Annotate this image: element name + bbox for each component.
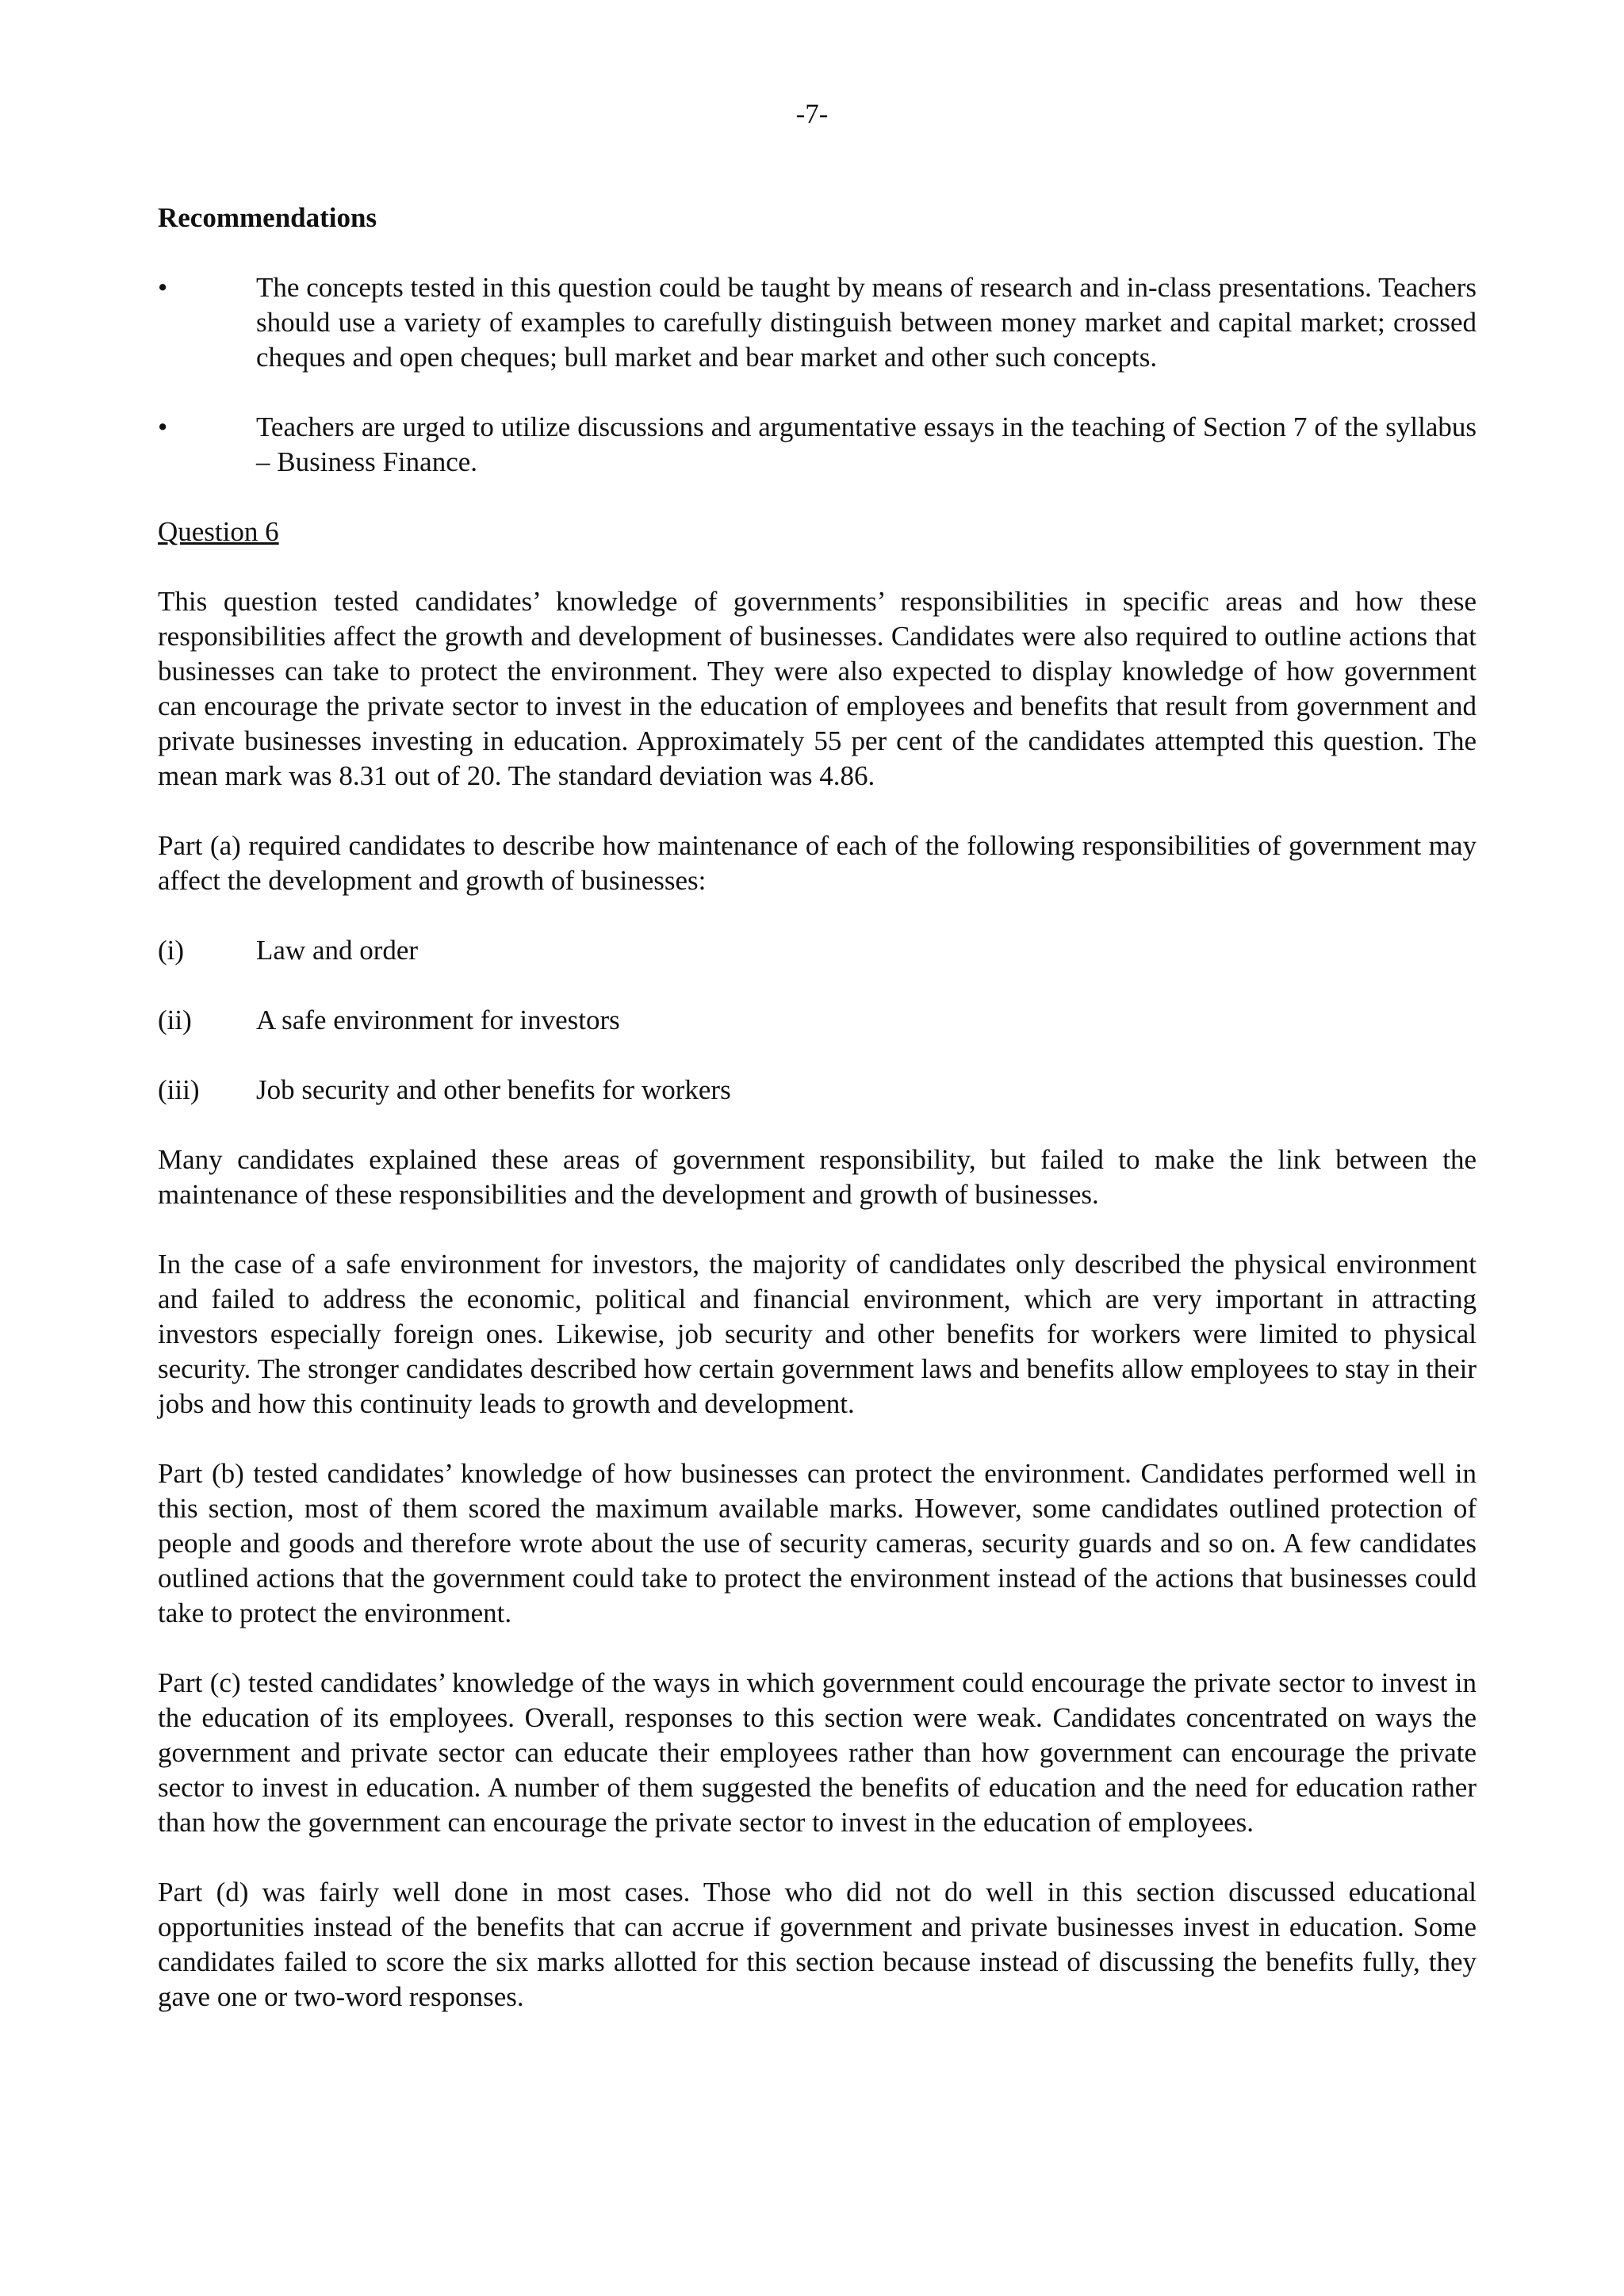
list-item-text: A safe environment for investors [256, 1004, 620, 1035]
part-a-list-item [158, 1003, 1477, 1038]
bullet-icon: • [158, 272, 168, 303]
recommendation-text: Teachers are urged to utilize discussions and argumentative essays in the teaching of Section 7 of the syllabus – Business Finance. [256, 411, 1477, 477]
part-b-paragraph: Part (b) tested candidates’ knowledge of how businesses can protect the environment. Candidates performed well in this section, most of them scored the maximum available marks. However, some candidates outlined protection of people and goods and therefore wrote about the use of security cameras, security guards and so on. A few candidates outlined actions that the government could take to protect the environment instead of the actions that businesses could take to protect the environment. [158, 1458, 1477, 1628]
part-c-paragraph: Part (c) tested candidates’ knowledge of the ways in which government could encourage the private sector to invest in the education of its employees. Overall, responses to this section were weak. Candidates concentrated on ways the government and private sector can educate their employees rather than how government can encourage the private sector to invest in education. A number of them suggested the benefits of education and the need for education rather than how the government can encourage the private sector to invest in the education of employees. [158, 1667, 1477, 1838]
part-a-list-item [158, 1073, 1477, 1108]
recommendation-item [158, 410, 1477, 480]
question-intro-paragraph: This question tested candidates’ knowledge of governments’ responsibilities in specific areas and how these responsibilities affect the growth and development of businesses. Candidates were also required to outline actions that businesses can take to protect the environment. They were also expected to display knowledge of how government can encourage the private sector to invest in the education of employees and benefits that result from government and private businesses investing in education. Approximately 55 per cent of the candidates attempted this question. The mean mark was 8.31 out of 20. The standard deviation was 4.86. [158, 586, 1477, 791]
part-a-comment-paragraph: In the case of a safe environment for investors, the majority of candidates only described the physical environment and failed to address the economic, political and financial environment, which are very important in attracting investors especially foreign ones. Likewise, job security and other benefits for workers were limited to physical security. The stronger candidates described how certain government laws and benefits allow employees to stay in their jobs and how this continuity leads to growth and development. [158, 1249, 1477, 1419]
part-a-intro-paragraph: Part (a) required candidates to describe how maintenance of each of the following responsibilities of government may affect the development and growth of businesses: [158, 830, 1477, 896]
document-body [158, 201, 1477, 2049]
list-marker: (i) [158, 935, 185, 966]
part-a-comment-paragraph: Many candidates explained these areas of government responsibility, but failed to make the link between the maintenance of these responsibilities and the development and growth of businesses. [158, 1144, 1477, 1210]
list-item-text: Law and order [256, 935, 419, 966]
recommendations-heading: Recommendations [158, 202, 377, 233]
question-heading: Question 6 [158, 516, 279, 547]
part-a-list-item [158, 933, 1477, 968]
list-item-text: Job security and other benefits for workers [256, 1074, 731, 1105]
list-marker: (iii) [158, 1074, 200, 1105]
page-number: -7- [795, 98, 829, 129]
list-marker: (ii) [158, 1004, 192, 1035]
recommendation-item [158, 270, 1477, 375]
bullet-icon: • [158, 411, 168, 442]
recommendation-text: The concepts tested in this question could be taught by means of research and in-class presentations. Teachers should use a variety of examples to carefully distinguish between money market and capital market; crossed cheques and open cheques; bull market and bear market and other such concepts. [256, 272, 1477, 373]
part-d-paragraph: Part (d) was fairly well done in most cases. Those who did not do well in this section discussed educational opportunities instead of the benefits that can accrue if government and private businesses invest in education. Some candidates failed to score the six marks allotted for this section because instead of discussing the benefits fully, they gave one or two-word responses. [158, 1877, 1477, 2012]
